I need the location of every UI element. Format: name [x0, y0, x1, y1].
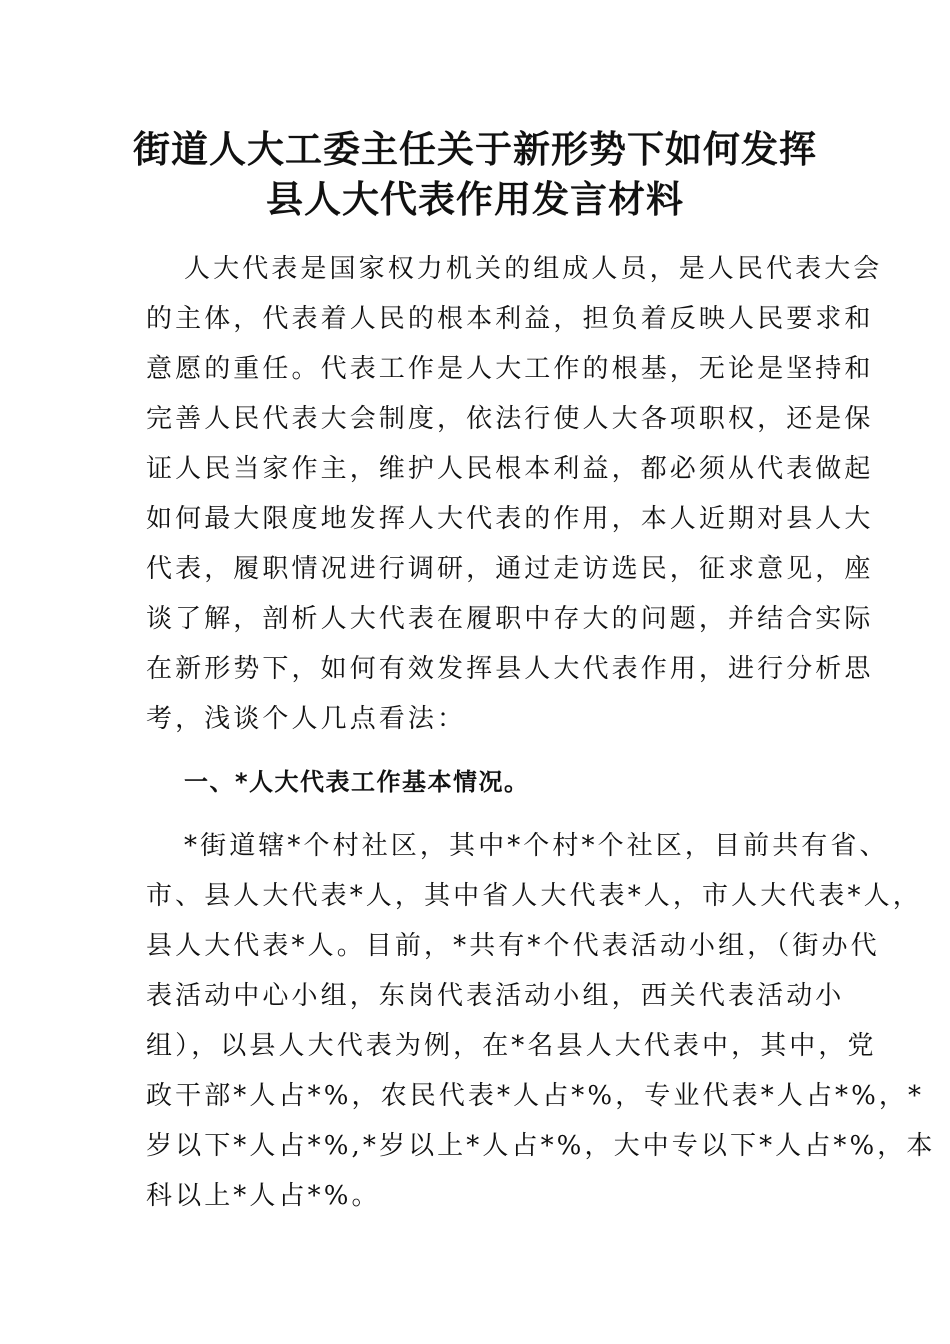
intro-line: 意愿的重任。代表工作是人大工作的根基，无论是坚持和: [146, 354, 874, 384]
intro-line: 考，浅谈个人几点看法：: [146, 704, 467, 734]
section-1-line: 市、县人大代表*人，其中省人大代表*人，市人大代表*人，: [146, 881, 922, 911]
intro-line: 的主体，代表着人民的根本利益，担负着反映人民要求和: [146, 304, 874, 334]
section-1-line: 组），以县人大代表为例，在*名县人大代表中，其中，党: [146, 1031, 877, 1061]
intro-line: 人大代表是国家权力机关的组成人员，是人民代表大会: [184, 254, 883, 284]
intro-line: 如何最大限度地发挥人大代表的作用，本人近期对县人大: [146, 504, 874, 534]
intro-line: 在新形势下，如何有效发挥县人大代表作用，进行分析思: [146, 654, 874, 684]
intro-line: 谈了解，剖析人大代表在履职中存大的问题，并结合实际: [146, 604, 874, 634]
intro-line: 代表，履职情况进行调研，通过走访选民，征求意见，座: [146, 554, 874, 584]
section-1-line: 县人大代表*人。目前，*共有*个代表活动小组，（街办代: [146, 931, 880, 961]
document-title-line-2: 县人大代表作用发言材料: [266, 177, 684, 221]
intro-line: 完善人民代表大会制度，依法行使人大各项职权，还是保: [146, 404, 874, 434]
section-1-heading: 一、*人大代表工作基本情况。: [184, 768, 530, 796]
section-1-line: 表活动中心小组，东岗代表活动小组，西关代表活动小: [146, 981, 845, 1011]
section-1-line: *街道辖*个村社区，其中*个村*个社区，目前共有省、: [184, 831, 889, 861]
section-1-line: 科以上*人占*%。: [146, 1181, 381, 1211]
section-1-line: 政干部*人占*%，农民代表*人占*%，专业代表*人占*%，*: [146, 1081, 925, 1111]
intro-line: 证人民当家作主，维护人民根本利益，都必须从代表做起: [146, 454, 874, 484]
section-1-line: 岁以下*人占*%,*岁以上*人占*%，大中专以下*人占*%，本: [146, 1131, 936, 1161]
document-title-line-1: 街道人大工委主任关于新形势下如何发挥: [133, 127, 817, 171]
